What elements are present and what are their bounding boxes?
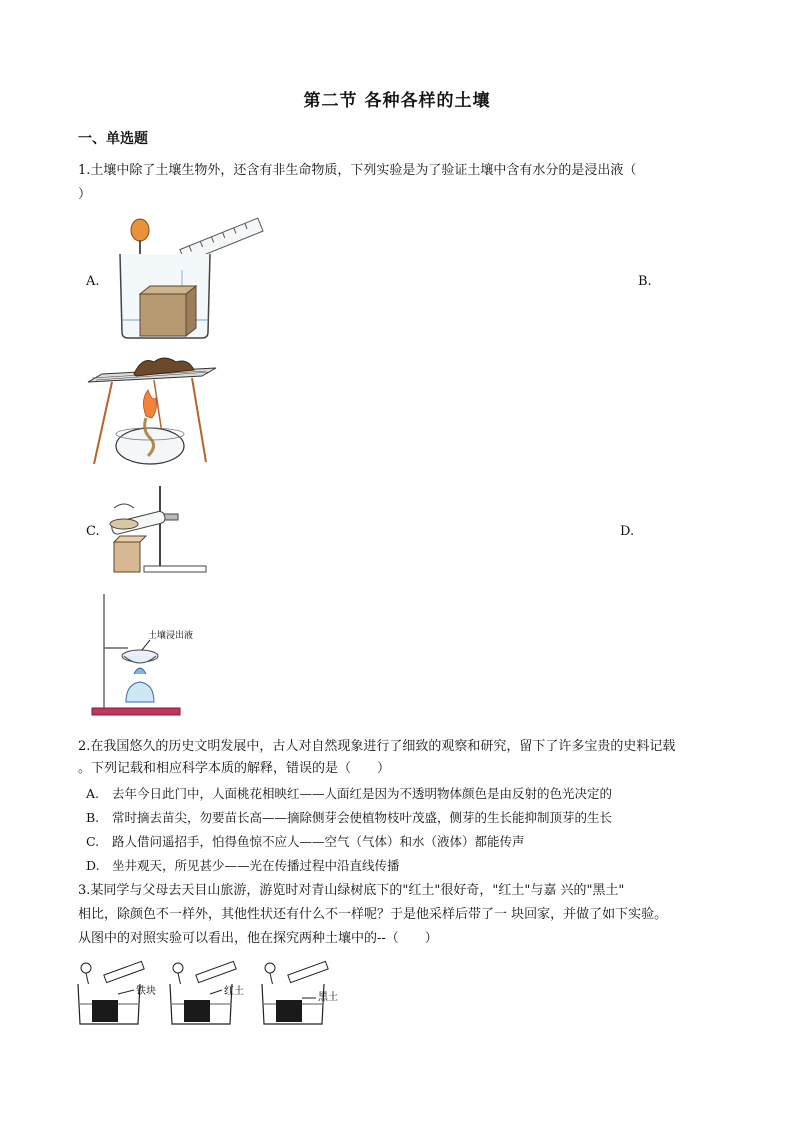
q2-option-a[interactable] bbox=[86, 784, 612, 802]
q2-option-b-label: B. bbox=[86, 810, 100, 825]
q1-option-c-label[interactable]: C. bbox=[86, 524, 100, 539]
q1-option-d-label[interactable]: D. bbox=[620, 524, 635, 539]
q2-option-d-label: D. bbox=[86, 858, 100, 873]
q3-beaker-2 bbox=[170, 961, 244, 1024]
q3-stem-line3: 从图中的对照实验可以看出，他在探究两种土壤中的--（ ） bbox=[78, 931, 438, 946]
q1-figure-c bbox=[110, 484, 210, 576]
q2-option-c[interactable] bbox=[86, 832, 525, 850]
q2-option-c-text: 路人借问遥招手，怕得鱼惊不应人——空气（气体）和水（液体）都能传声 bbox=[112, 834, 525, 849]
q2-option-a-text: 去年今日此门中，人面桃花相映红——人面红是因为不透明物体颜色是由反射的色光决定的 bbox=[112, 786, 613, 801]
q3-beaker-1 bbox=[78, 961, 156, 1024]
q2-option-d[interactable] bbox=[86, 856, 400, 874]
q2-option-b[interactable] bbox=[86, 808, 612, 826]
q3-label-3: 黑土 bbox=[318, 992, 338, 1003]
q2-stem-line2: 。下列记载和相应科学本质的解释，错误的是（ ） bbox=[78, 761, 391, 776]
q1-figure-b bbox=[82, 352, 222, 470]
section-heading: 一、单选题 bbox=[78, 131, 148, 147]
q1-option-a-label[interactable]: A. bbox=[86, 274, 100, 289]
q1-figure-d bbox=[88, 590, 194, 718]
q3-label-2: 红土 bbox=[224, 986, 244, 997]
q1-stem-line2: ） bbox=[78, 187, 92, 202]
q1-figure-d-label: 土壤浸出液 bbox=[148, 631, 194, 641]
q2-option-a-label: A. bbox=[86, 786, 100, 801]
q2-option-b-text: 常时摘去苗尖，勿要苗长高——摘除侧芽会使植物枝叶茂盛，侧芽的生长能抑制顶芽的生长 bbox=[112, 810, 613, 825]
q3-label-1: 铁块 bbox=[136, 986, 156, 997]
q1-stem-line1: 1.土壤中除了土壤生物外，还含有非生命物质，下列实验是为了验证土壤中含有水分的是浸出液（ bbox=[78, 163, 637, 178]
q1-option-b-label[interactable]: B. bbox=[638, 274, 652, 289]
page-title: 第二节 各种各样的土壤 bbox=[303, 91, 491, 111]
q2-option-c-label: C. bbox=[86, 834, 100, 849]
q2-stem-line1: 2.在我国悠久的历史文明发展中，古人对自然现象进行了细致的观察和研究，留下了许多宝贵的史料记载 bbox=[78, 739, 676, 754]
q3-stem-line1: 3.某同学与父母去天目山旅游，游览时对青山绿树底下的"红土"很好奇，"红土"与嘉 兴的"黑土" bbox=[78, 883, 625, 898]
q3-beaker-3 bbox=[262, 961, 338, 1024]
q3-stem-line2: 相比，除颜色不一样外，其他性状还有什么不一样呢？于是他采样后带了一 块回家，并做了如下实验。 bbox=[78, 907, 668, 922]
q2-option-d-text: 坐井观天，所见甚少——光在传播过程中沿直线传播 bbox=[112, 858, 400, 873]
q3-figure bbox=[74, 960, 354, 1030]
q1-figure-a bbox=[110, 212, 270, 342]
